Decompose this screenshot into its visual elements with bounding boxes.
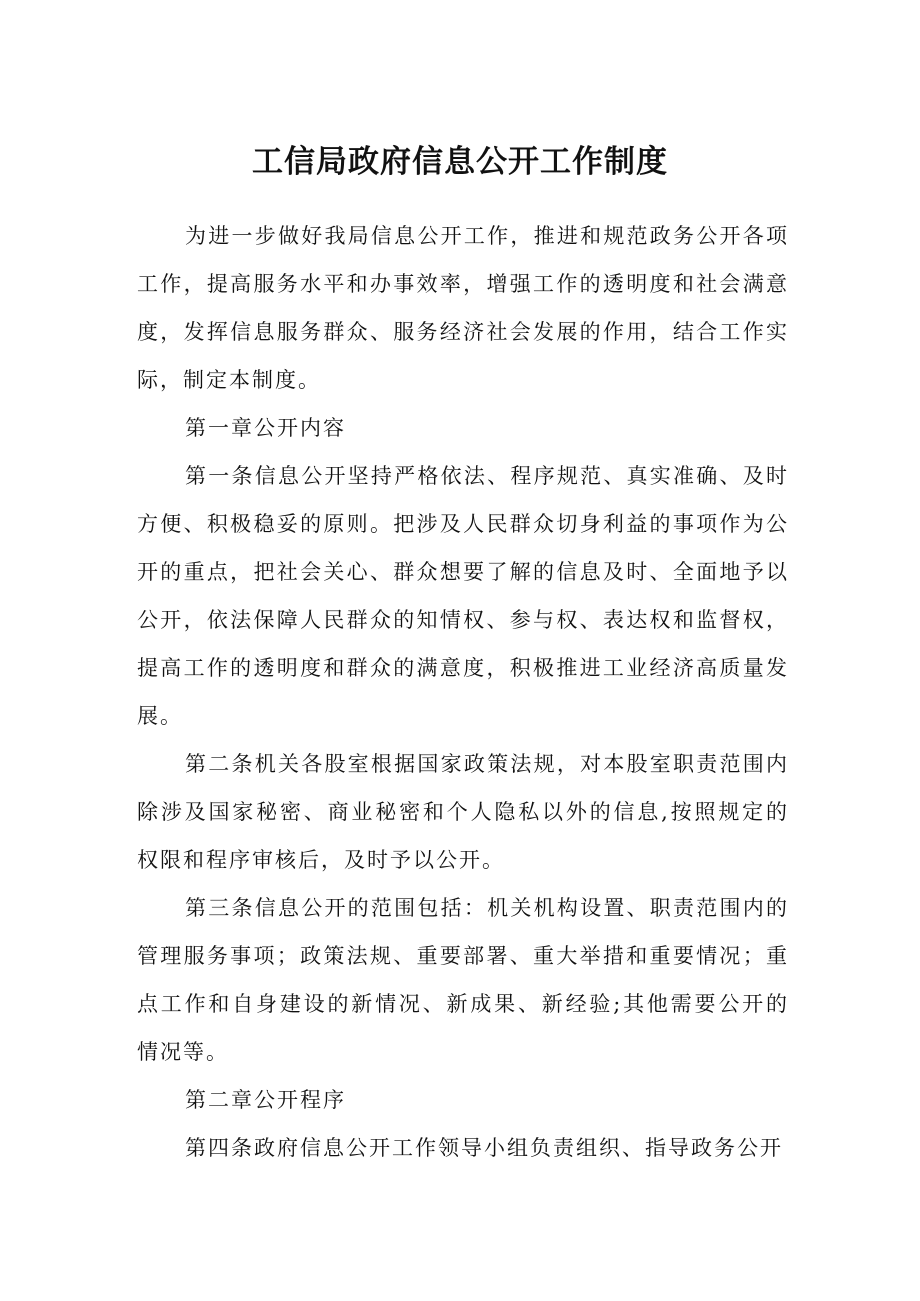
chapter-heading-1: 第一章公开内容 xyxy=(185,416,346,440)
document-title: 工信局政府信息公开工作制度 xyxy=(252,144,668,180)
article-1-paragraph: 第一条信息公开坚持严格依法、程序规范、真实准确、及时方便、积极稳妥的原则。把涉及人民群众切身利益的事项作为公开的重点，把社会关心、群众想要了解的信息及时、全面地予以公开，依法保障人民群众的知情权、参与权、表达权和监督权，提高工作的透明度和群众的满意度，积极推进工业经济高质量发展。 xyxy=(137,464,789,728)
article-2-paragraph: 第二条机关各股室根据国家政策法规，对本股室职责范围内除涉及国家秘密、商业秘密和个人隐私以外的信息,按照规定的权限和程序审核后，及时予以公开。 xyxy=(137,752,789,872)
article-3-paragraph: 第三条信息公开的范围包括：机关机构设置、职责范围内的管理服务事项；政策法规、重要部署、重大举措和重要情况；重点工作和自身建设的新情况、新成果、新经验;其他需要公开的情况等。 xyxy=(137,896,789,1064)
intro-paragraph: 为进一步做好我局信息公开工作，推进和规范政务公开各项工作，提高服务水平和办事效率，增强工作的透明度和社会满意度，发挥信息服务群众、服务经济社会发展的作用，结合工作实际，制定本制度。 xyxy=(137,224,789,392)
document-body xyxy=(137,212,789,1172)
chapter-heading-2: 第二章公开程序 xyxy=(185,1088,346,1112)
article-4-paragraph: 第四条政府信息公开工作领导小组负责组织、指导政务公开 xyxy=(185,1136,783,1160)
